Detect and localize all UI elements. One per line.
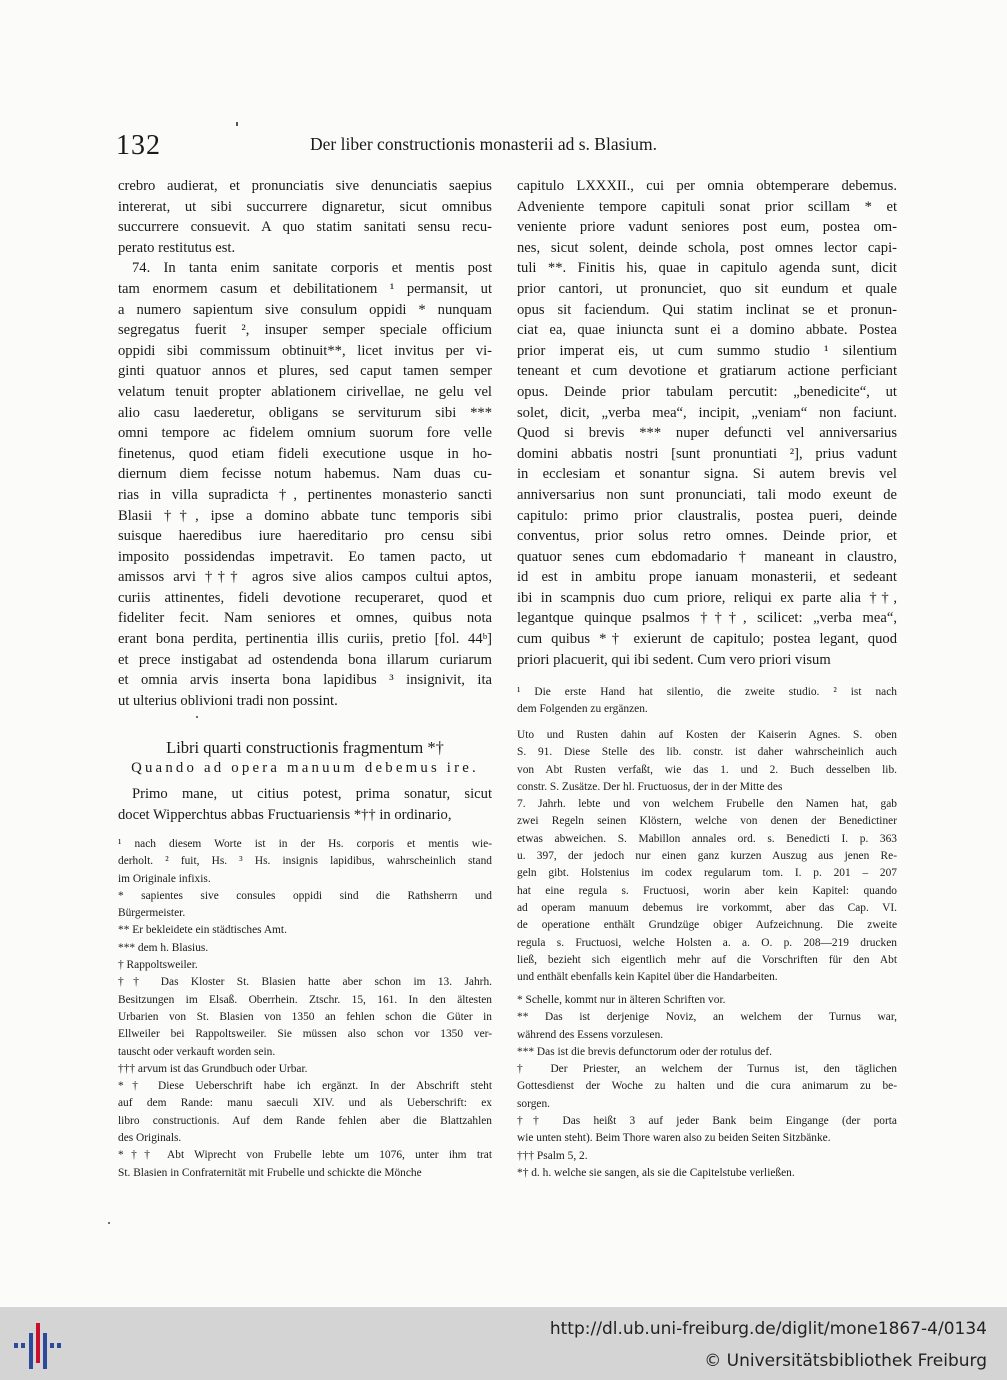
text-line: 74. In tanta enim sanitate corporis et mentis post <box>132 260 492 277</box>
text-line: omni tempore ac fidelem omnium suorum fore velle <box>118 425 492 442</box>
text-line: conventus, prior solus retro omnes. Deinde prior, et <box>517 528 897 545</box>
text-line: *** dem h. Blasius. <box>118 941 209 954</box>
section-heading: Libri quarti constructionis fragmentum *† <box>166 738 444 757</box>
text-line: ††† arvum ist das Grundbuch oder Urbar. <box>118 1062 308 1075</box>
text-line: domini abbatis nostri [sunt pronuntiati ²], prius vadunt <box>517 445 897 462</box>
text-line: Primo mane, ut citius potest, prima sonatur, sicut <box>132 786 492 802</box>
text-line: ** Das ist derjenige Noviz, an welchem der Turnus war, <box>517 1011 897 1024</box>
text-line: velatum tenuit propter ablationem cirivellae, ne gelu vel <box>118 383 492 400</box>
text-line: Besitzungen im Elsaß. Oberrhein. Ztschr. 15, 161. In den ältesten <box>118 993 492 1006</box>
text-line: im Originale infixis. <box>118 872 211 885</box>
section-body <box>118 784 492 825</box>
text-line: Ellweiler bei Rappoltsweiler. Sie müssen also schon vor 1350 ver- <box>118 1028 492 1041</box>
text-line: tauscht oder verkauft worden sein. <box>118 1045 276 1058</box>
print-mark <box>236 122 238 126</box>
text-line: succurrere consuevit. A quo statim sanitati sensu recu- <box>118 219 492 236</box>
text-line: derholt. ² fuit, Hs. ³ Hs. insignis lapidibus, wahrscheinlich stand <box>118 855 492 868</box>
text-line: oppidi sibi commissum obtinuit**, licet invitus per vi- <box>118 342 492 359</box>
text-line: id est in ambitu prope ianuam monasterii, et sedeant <box>517 569 897 586</box>
text-line: und enthält ebenfalls kein Kapitel über die Handarbeiten. <box>517 971 778 984</box>
text-line: prior cantori, ut pronunciet, quo sit eundum et quale <box>517 280 897 297</box>
page-number: 132 <box>116 130 161 161</box>
text-line: tam enormem casum et debilitationem ¹ permansit, ut <box>118 280 492 297</box>
text-line: *† Diese Ueberschrift habe ich ergänzt. In der Abschrift steht <box>118 1080 492 1093</box>
text-line: ¹ nach diesem Worte ist in der Hs. corporis et mentis wie- <box>118 838 492 850</box>
print-dot <box>196 716 198 718</box>
footer-bar <box>0 1307 1007 1380</box>
left-footnotes <box>118 836 492 1182</box>
text-line: perato restitutus est. <box>118 239 236 256</box>
text-line: suisque haeredibus iure haereditario pro censu sibi <box>118 528 492 545</box>
text-line: diernum diem fecisse notum habemus. Nam duas cu- <box>118 466 492 483</box>
text-line: Urbarien von St. Blasien von 1350 an fehlen schon die Güter in <box>118 1010 492 1023</box>
text-line: * sapientes sive consules oppidi sind die Rathsherrn und <box>118 889 492 902</box>
text-line: † Der Priester, an welchem der Turnus ist, den täglichen <box>517 1063 897 1076</box>
text-line: †† Das heißt 3 auf jeder Bank beim Eingange (der porta <box>517 1115 897 1128</box>
text-line: Adveniente tempore capituli sonat prior scillam * et <box>517 198 897 215</box>
text-line: ad operam manuum debemus ire vorkommt, aber das Cap. VI. <box>517 901 897 914</box>
text-line: Bürgermeister. <box>118 907 186 920</box>
text-line: auf dem Rande: manu saeculi XIV. und als Ueberschrift: ex <box>118 1097 492 1110</box>
text-line: ¹ Die erste Hand hat silentio, die zweite studio. ² ist nach <box>517 686 897 698</box>
text-line: geln gibt. Holstenius im codex regularum tom. I. p. 201 – 207 <box>517 867 897 880</box>
text-line: fideliter fecit. Nam seniores et omnes, quibus nota <box>118 610 492 627</box>
text-line: Gottesdienst der Woche zu halten und die cura animarum zu be- <box>517 1080 897 1093</box>
text-line: de operatione enthält Grundzüge obiger Aufzeichnung. Die zweite <box>517 919 897 932</box>
text-line: veniente priore vadunt seniores post eum, postea om- <box>517 219 897 236</box>
text-line: u. 397, der jedoch nur einen ganz kurzen Auszug aus jenen Re- <box>517 850 897 863</box>
right-footnotes-continued <box>517 727 897 986</box>
text-line: des Originals. <box>118 1132 182 1145</box>
text-line: docet Wipperchtus abbas Fructuariensis *†† in ordinario, <box>118 806 452 823</box>
text-line: libro constructionis. Auf dem Rande fehlen aber die Blattzahlen <box>118 1114 492 1127</box>
text-line: † Rappoltsweiler. <box>118 959 198 972</box>
running-title: Der liber constructionis monasterii ad s. Blasium. <box>310 134 658 154</box>
text-line: regula s. Fructuosi, welche Holsten a. a. O. p. 208—219 drucken <box>517 936 897 949</box>
text-line: intererat, ut sibi succurrere dignaretur, sicut omnibus <box>118 198 492 215</box>
text-line: während des Essens vorzulesen. <box>517 1028 664 1041</box>
text-line: ließ, bezieht sich eigentlich mehr auf die Vorschriften für den Abt <box>517 953 897 966</box>
text-line: prior imperat eis, ut cum summo studio ¹ silentium <box>517 342 897 359</box>
text-line: et prece instigabat ad ostendenda bona illarum curiarum <box>118 651 492 668</box>
text-line: tuli **. Finitis his, quae in capitulo agenda sunt, dicit <box>517 260 897 277</box>
text-line: sorgen. <box>517 1097 551 1110</box>
text-line: imposito possidendas impetravit. Eo tamen pacto, ut <box>118 548 492 565</box>
text-line: priori placuerit, qui ibi sedent. Cum vero priori visum <box>517 651 831 668</box>
text-line: solet, dicit, „verba mea“, incipit, „veniam“ non faciunt. <box>517 404 897 421</box>
text-line: anniversarius non sunt pronunciati, tali modo exeunt de <box>517 486 897 503</box>
text-line: etwas abweichen. S. Mabillon annales ord. s. Benedicti I. p. 363 <box>517 832 897 845</box>
text-line: quatuor senes cum ebdomadario † maneant in claustro, <box>517 548 897 565</box>
right-footnotes-starred <box>517 992 897 1182</box>
text-line: et omnia arvis inserta bona lapidibus ³ insignivit, ita <box>118 672 492 689</box>
text-line: 7. Jahrh. lebte und von welchem Frubelle den Namen hat, gab <box>517 798 897 811</box>
text-line: segregatus fuerit ², insuper semper speciale officium <box>118 322 492 339</box>
text-line: hat eine regula s. Fructuosi, worin aber kein Kapitel: quando <box>517 884 897 897</box>
text-line: cum quibus *† exierunt de capitulo; postea legant, quod <box>517 631 897 648</box>
left-column-body <box>118 176 492 711</box>
text-line: Blasii ††, ipse a domino abbate tunc temporis sibi <box>118 507 492 524</box>
text-line: legantque quinque psalmos †††, scilicet: „verba mea“, <box>517 610 897 627</box>
text-line: wie unten steht). Beim Thore waren also zu beiden Seiten Sitzbänke. <box>517 1132 831 1145</box>
text-line: St. Blasien in Confraternität mit Frubelle und schickte die Mönche <box>118 1166 422 1179</box>
text-line: constr. S. Zusätze. Der hl. Fructuosus, der in der Mitte des <box>517 780 783 793</box>
ub-freiburg-logo-icon[interactable] <box>12 1321 62 1371</box>
text-line: teneant et cum devotione et gratiarum actione perficiant <box>517 363 897 380</box>
section-subheading: Quando ad opera manuum debemus ire. <box>131 760 479 776</box>
text-line: crebro audierat, et pronunciatis sive denunciatis saepius <box>118 178 492 194</box>
text-line: capitulo LXXXII., cui per omnia obtemperare debemus. <box>517 178 897 194</box>
print-dot <box>108 1222 110 1224</box>
text-line: *†† Abt Wiprecht von Frubelle lebte um 1076, unter ihm trat <box>118 1149 492 1162</box>
text-line: a numero sapientum sive consulum oppidi * nunquam <box>118 301 492 318</box>
text-line: *† d. h. welche sie sangen, als sie die Capitelstube verließen. <box>517 1166 795 1179</box>
text-line: nes, sicut solent, deinde schola, post omnes lector capi- <box>517 239 897 256</box>
text-line: alio casu laederetur, obligans se serviturum sibi *** <box>118 404 492 421</box>
text-line: opus sit faciendum. Qui statim inclinat se et pronun- <box>517 301 897 318</box>
text-line: von Abt Rusten verfaßt, wie das 1. und 2. Buch desselben lib. <box>517 763 897 776</box>
text-line: ibi in scampnis duo cum priore, reliqui ex parte alia ††, <box>517 589 897 606</box>
text-line: *** Das ist die brevis defunctorum oder der rotulus def. <box>517 1045 772 1058</box>
text-line: S. 91. Diese Stelle des lib. constr. ist daher wahrscheinlich auch <box>517 746 897 759</box>
text-line: opus. Deinde prior tabulam percutit: „benedicite“, ut <box>517 383 897 400</box>
text-line: zwei Regeln seinen Klöstern, welche von denen der Benedictiner <box>517 815 897 828</box>
text-line: erant bona perdita, pertinentia illis curiis, pretio [fol. 44ᵇ] <box>118 631 492 648</box>
text-line: Uto und Rusten dahin auf Kosten der Kaiserin Agnes. S. oben <box>517 729 897 741</box>
text-line: †† Das Kloster St. Blasien hatte aber schon im 13. Jahrh. <box>118 976 492 989</box>
text-line: finetenus, quod etiam fideli executione usque in ho- <box>118 445 492 462</box>
text-line: ** Er bekleidete ein städtisches Amt. <box>118 924 287 937</box>
permalink-url[interactable]: http://dl.ub.uni-freiburg.de/diglit/mone1867-4/0134 <box>549 1319 987 1339</box>
text-line: * Schelle, kommt nur in älteren Schriften vor. <box>517 994 726 1006</box>
text-line: in ecclesiam et sonantur signa. Si autem brevis vel <box>517 466 897 483</box>
right-column-body <box>517 176 897 670</box>
text-line: Quod si brevis *** nuper defuncti vel anniversarius <box>517 425 897 442</box>
text-line: capitulo: primo prior claustralis, postea pueri, deinde <box>517 507 897 524</box>
text-line: ††† Psalm 5, 2. <box>517 1149 588 1162</box>
copyright-notice: © Universitätsbibliothek Freiburg <box>704 1351 987 1371</box>
text-line: dem Folgenden zu ergänzen. <box>517 703 648 716</box>
text-line: amissos arvi ††† agros sive alios campos cultui aptos, <box>118 569 492 586</box>
right-footnotes-numbered <box>517 684 897 719</box>
text-line: ginti quatuor annos et plures, sed caput tamen semper <box>118 363 492 380</box>
text-line: ut ulterius oblivioni tradi non possint. <box>118 692 338 709</box>
text-line: curiis attinentes, fideli devotione recuperaret, quod et <box>118 589 492 606</box>
text-line: rias in villa supradicta †, pertinentes monasterio sancti <box>118 486 492 503</box>
text-line: ciat ea, quae iniuncta sunt ei a domino abbate. Postea <box>517 322 897 339</box>
